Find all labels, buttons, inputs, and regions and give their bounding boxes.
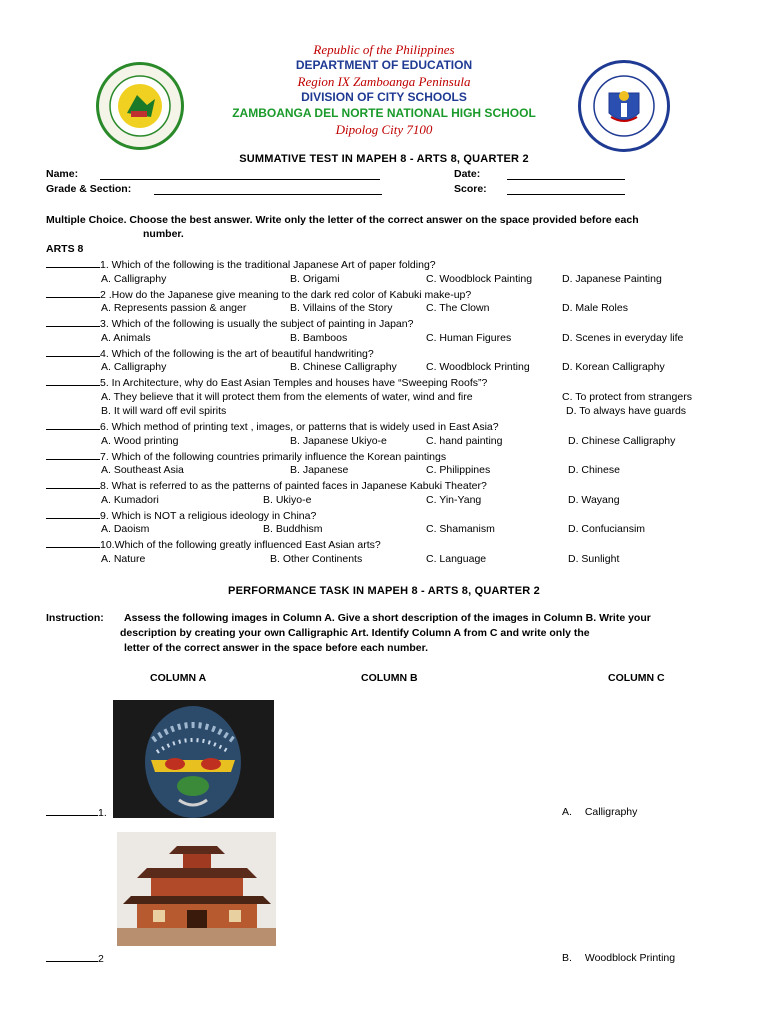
option-c: C. To protect from strangers — [562, 390, 692, 403]
choice-a-text: Calligraphy — [584, 806, 638, 818]
instruction-label: Instruction: — [46, 612, 104, 624]
question-text: 6. Which method of printing text , images, or patterns that is widely used in East Asia? — [100, 421, 499, 433]
answer-blank[interactable] — [46, 420, 100, 430]
question-text: 8. What is referred to as the patterns of painted faces in Japanese Kabuki Theater? — [100, 480, 487, 492]
question-10 — [46, 538, 381, 551]
option-d: D. Male Roles — [562, 302, 628, 314]
option-d: D. To always have guards — [566, 405, 687, 417]
option-a: A. Wood printing — [101, 434, 179, 447]
answer-blank[interactable] — [46, 317, 100, 327]
option-d: D. Scenes in everyday life — [562, 331, 684, 344]
name-field[interactable] — [100, 179, 380, 180]
option-b: B. Other Continents — [270, 552, 363, 565]
question-text: 3. Which of the following is usually the subject of painting in Japan? — [100, 318, 414, 330]
question-1 — [46, 258, 436, 271]
performance-line-1: Assess the following images in Column A. Give a short description of the images in Column B. Write your — [124, 612, 651, 624]
grade-section-label: Grade & Section: — [46, 183, 132, 195]
question-9 — [46, 509, 316, 522]
city-line: Dipolog City 7100 — [335, 122, 433, 137]
column-a-header: COLUMN A — [150, 672, 207, 684]
question-7 — [46, 450, 446, 463]
option-c: C. Philippines — [426, 464, 491, 476]
option-c: C. Language — [426, 552, 487, 565]
option-b: B. Chinese Calligraphy — [290, 361, 397, 373]
answer-blank[interactable] — [46, 538, 100, 548]
division-line: DIVISION OF CITY SCHOOLS — [301, 90, 467, 104]
test-title: SUMMATIVE TEST IN MAPEH 8 - ARTS 8, QUARTER 2 — [239, 153, 529, 165]
republic-line: Republic of the Philippines — [313, 42, 455, 57]
option-a: A. Southeast Asia — [101, 464, 184, 476]
question-2 — [46, 288, 471, 301]
option-b: B. Bamboos — [290, 331, 348, 344]
item-2 — [46, 952, 104, 965]
option-b: B. Japanese — [290, 464, 349, 476]
option-d: D. Confuciansim — [568, 523, 646, 535]
option-c: C. Woodblock Printing — [426, 361, 530, 373]
performance-line-3: letter of the correct answer in the space before each number. — [124, 642, 429, 654]
option-d: D. Korean Calligraphy — [562, 361, 665, 373]
choice-a — [562, 806, 637, 818]
option-d: D. Chinese Calligraphy — [568, 434, 676, 447]
option-b: B. Origami — [290, 272, 340, 285]
item-1-number: 1. — [98, 807, 107, 819]
column-b-header: COLUMN B — [361, 672, 418, 684]
performance-title: PERFORMANCE TASK IN MAPEH 8 - ARTS 8, QUARTER 2 — [228, 585, 540, 597]
option-b: B. Japanese Ukiyo-e — [290, 434, 387, 447]
answer-blank[interactable] — [46, 288, 100, 298]
option-a: A. Daoism — [101, 523, 150, 535]
section-heading: ARTS 8 — [46, 243, 84, 255]
choice-b-text: Woodblock Printing — [584, 952, 676, 964]
item-2-number: 2 — [98, 953, 104, 965]
question-text: 4. Which of the following is the art of beautiful handwriting? — [100, 347, 374, 360]
score-label: Score: — [454, 183, 487, 195]
instruction-line-2: number. — [143, 228, 184, 240]
instruction-line-1: Multiple Choice. Choose the best answer. Write only the letter of the correct answer on the space provided before each — [46, 214, 639, 226]
option-c: C. Woodblock Painting — [426, 272, 533, 285]
option-a: A. Represents passion & anger — [101, 302, 247, 314]
date-field[interactable] — [507, 179, 625, 180]
region-line: Region IX Zamboanga Peninsula — [297, 74, 471, 89]
department-line: DEPARTMENT OF EDUCATION — [295, 58, 473, 72]
answer-blank[interactable] — [46, 258, 100, 268]
choice-b — [562, 952, 675, 964]
option-c: C. Shamanism — [426, 523, 495, 535]
performance-line-2: description by creating your own Calligraphic Art. Identify Column A from C and write only the — [120, 627, 590, 639]
option-a: A. Animals — [101, 331, 151, 344]
answer-blank[interactable] — [46, 347, 100, 357]
grade-section-field[interactable] — [154, 194, 382, 195]
option-d: D. Wayang — [568, 493, 620, 506]
option-d: D. Chinese — [568, 464, 620, 476]
mask-image — [113, 700, 274, 818]
option-c: C. The Clown — [426, 302, 490, 314]
option-a: A. They believe that it will protect them from the elements of water, wind and fire — [101, 390, 473, 403]
date-label: Date: — [454, 168, 481, 180]
question-5 — [46, 376, 487, 389]
question-text: 1. Which of the following is the traditional Japanese Art of paper folding? — [100, 259, 436, 271]
option-b: B. It will ward off evil spirits — [101, 405, 227, 417]
question-8 — [46, 479, 487, 492]
choice-a-letter: A. — [562, 806, 572, 818]
question-text: 5. In Architecture, why do East Asian Temples and houses have “Sweeping Roofs”? — [100, 377, 488, 389]
question-text: 9. Which is NOT a religious ideology in China? — [100, 509, 317, 522]
option-a: A. Calligraphy — [101, 272, 167, 285]
option-b: B. Villains of the Story — [290, 302, 393, 314]
option-c: C. Yin-Yang — [426, 493, 482, 506]
option-a: A. Nature — [101, 552, 146, 565]
option-c: C. Human Figures — [426, 331, 512, 344]
answer-blank[interactable] — [46, 509, 100, 519]
column-c-header: COLUMN C — [608, 672, 665, 684]
option-c: C. hand painting — [426, 434, 503, 447]
option-b: B. Buddhism — [263, 523, 323, 535]
question-3 — [46, 317, 413, 330]
question-4 — [46, 347, 374, 360]
score-field[interactable] — [507, 194, 625, 195]
temple-image — [117, 832, 276, 946]
question-text: 7. Which of the following countries primarily influence the Korean paintings — [100, 450, 447, 463]
option-d: D. Japanese Painting — [562, 272, 662, 285]
option-d: D. Sunlight — [568, 552, 620, 565]
question-text: 2 .How do the Japanese give meaning to the dark red color of Kabuki make-up? — [100, 288, 472, 301]
option-b: B. Ukiyo-e — [263, 493, 312, 506]
answer-blank[interactable] — [46, 479, 100, 489]
choice-b-letter: B. — [562, 952, 572, 964]
option-a: A. Calligraphy — [101, 361, 167, 373]
answer-blank[interactable] — [46, 450, 100, 460]
name-label: Name: — [46, 168, 79, 180]
item-2-answer-blank[interactable] — [46, 952, 98, 962]
item-1 — [46, 806, 107, 819]
school-name: ZAMBOANGA DEL NORTE NATIONAL HIGH SCHOOL — [232, 106, 536, 120]
question-text: 10.Which of the following greatly influenced East Asian arts? — [100, 539, 381, 551]
option-a: A. Kumadori — [101, 493, 159, 506]
answer-blank[interactable] — [46, 376, 100, 386]
item-1-answer-blank[interactable] — [46, 806, 98, 816]
question-6 — [46, 420, 499, 433]
